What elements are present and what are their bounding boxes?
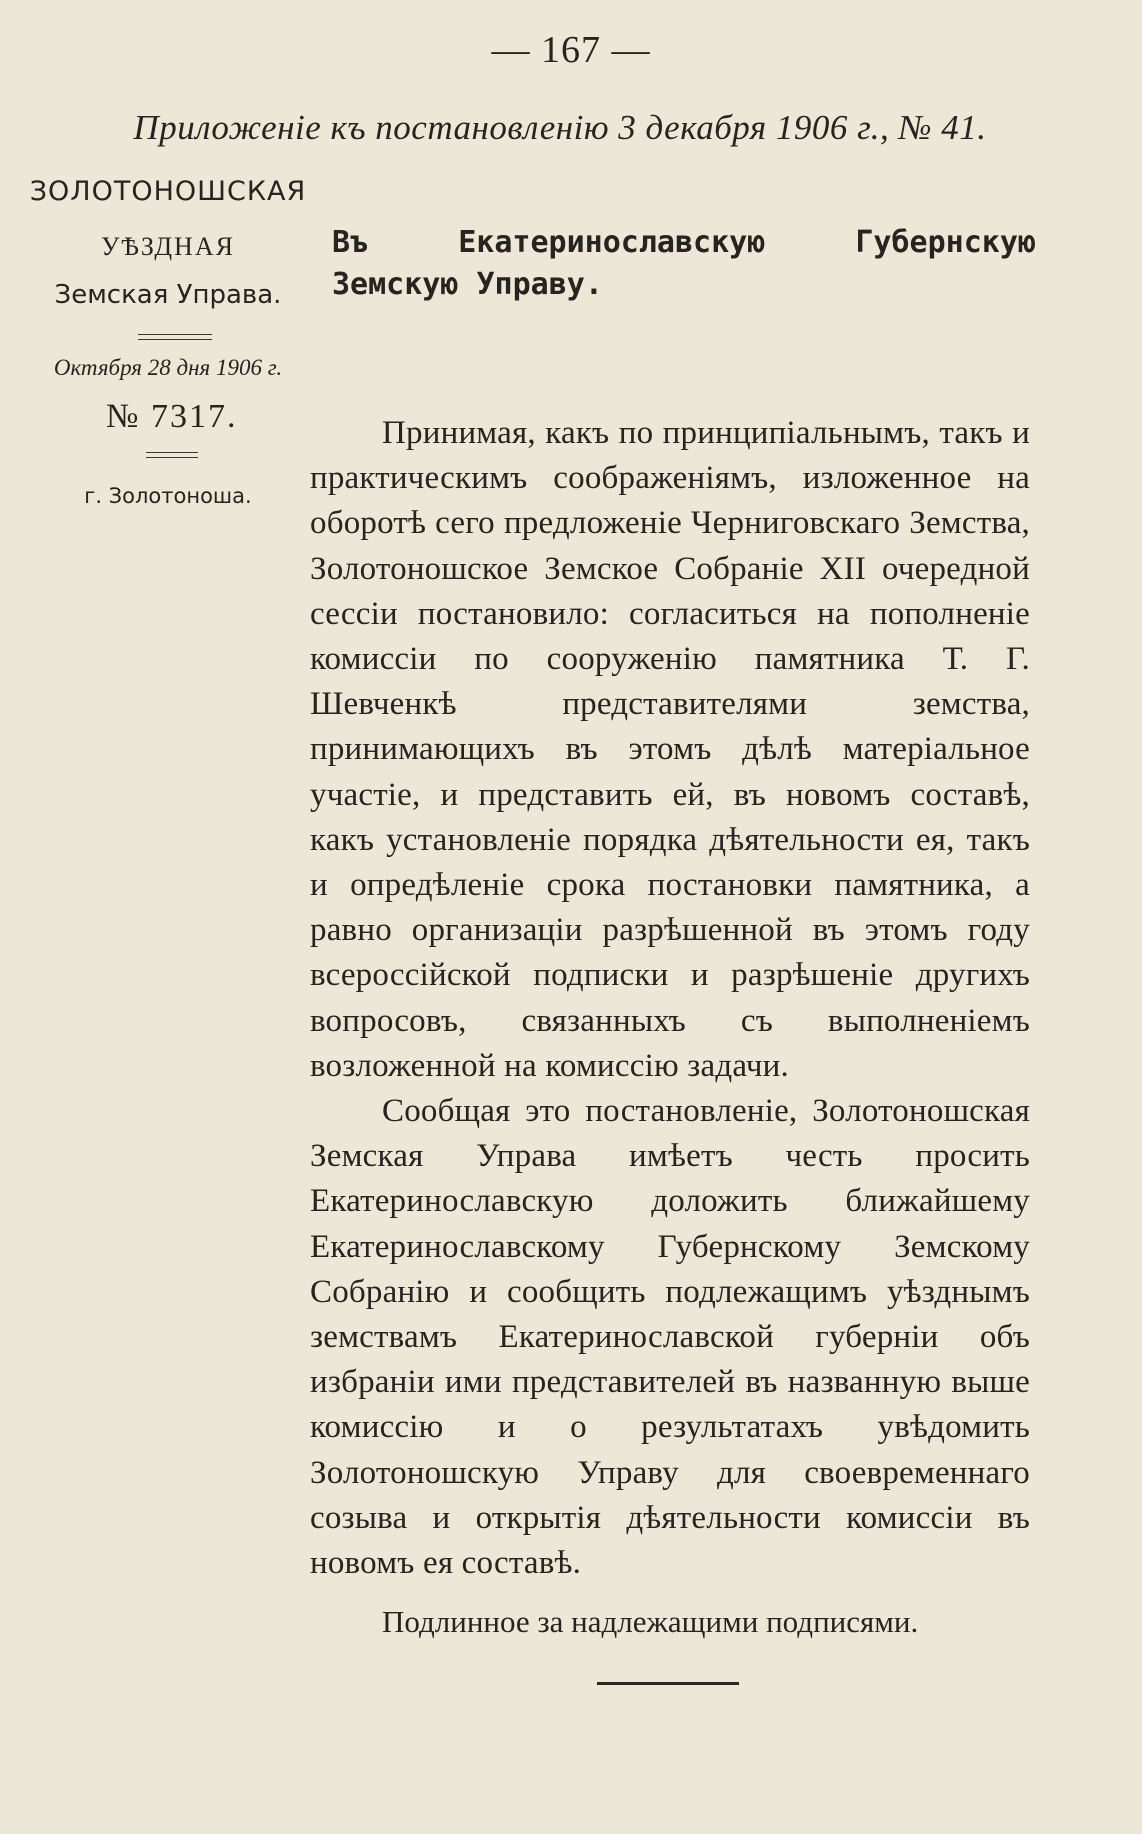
sender-board-line: Земская Управа. [54, 280, 282, 310]
closing-line: Подлинное за надлежащими подписями. [382, 1604, 919, 1639]
letter-date: Октября 28 дня 1906 г. [53, 355, 283, 380]
ornament-rule [146, 452, 198, 458]
addressee-block [332, 222, 1036, 306]
sender-district-line: УѢЗДНАЯ [101, 232, 235, 261]
addressee-line-2: Земскую Управу. [332, 267, 603, 302]
addressee-word: Губернскую [855, 225, 1036, 260]
body-paragraph-1: Принимая, какъ по принципіальнымъ, такъ и практическимъ соображеніямъ, изложенное на оборотѣ сего предложеніе Черниговскаго Земства, Золотоношское Земское Собраніе XII очередной сессіи постановило: согласиться на пополненіе комиссіи по сооруженію памятника Т. Г. Шевченкѣ представителями земства, принимающихъ въ этомъ дѣлѣ матеріальное участіе, и представить ей, въ новомъ составѣ, какъ установленіе порядка дѣятельности ея, такъ и опредѣленіе срока постановки памятника, а равно организаціи разрѣшенной въ этомъ году всероссійской подписки и разрѣшеніе другихъ вопросовъ, связанныхъ съ выполненіемъ возложенной на комиссію задачи. [310, 415, 1030, 1084]
addressee-word: Екатеринославскую [458, 225, 766, 260]
closing-rule [597, 1682, 739, 1685]
sender-name-line: ЗОЛОТОНОШСКАЯ [29, 176, 307, 207]
addressee-word: Въ [332, 225, 369, 260]
appendix-heading: Приложеніе къ постановленію 3 декабря 1906 г., № 41. [133, 108, 987, 147]
body-paragraph-2: Сообщая это постановленіе, Золотоношская Земская Управа имѣетъ честь просить Екатеринославскую доложить ближайшему Екатеринославскому Губернскому Земскому Собранію и сообщить подлежащимъ уѣзднымъ земствамъ Екатеринославской губерніи объ избраніи ими представителей въ названную выше комиссію и о результатахъ увѣдомить Золотоношскую Управу для своевременнаго созыва и открытія дѣятельности комиссіи въ новомъ ея составѣ. [310, 1093, 1030, 1582]
page-number: — 167 — [491, 29, 651, 71]
letter-body [310, 411, 1030, 1586]
letter-number: № 7317. [106, 398, 238, 435]
addressee-line-1 [332, 222, 1036, 264]
letter-place: г. Золотоноша. [84, 484, 252, 508]
ornament-rule [138, 334, 212, 340]
